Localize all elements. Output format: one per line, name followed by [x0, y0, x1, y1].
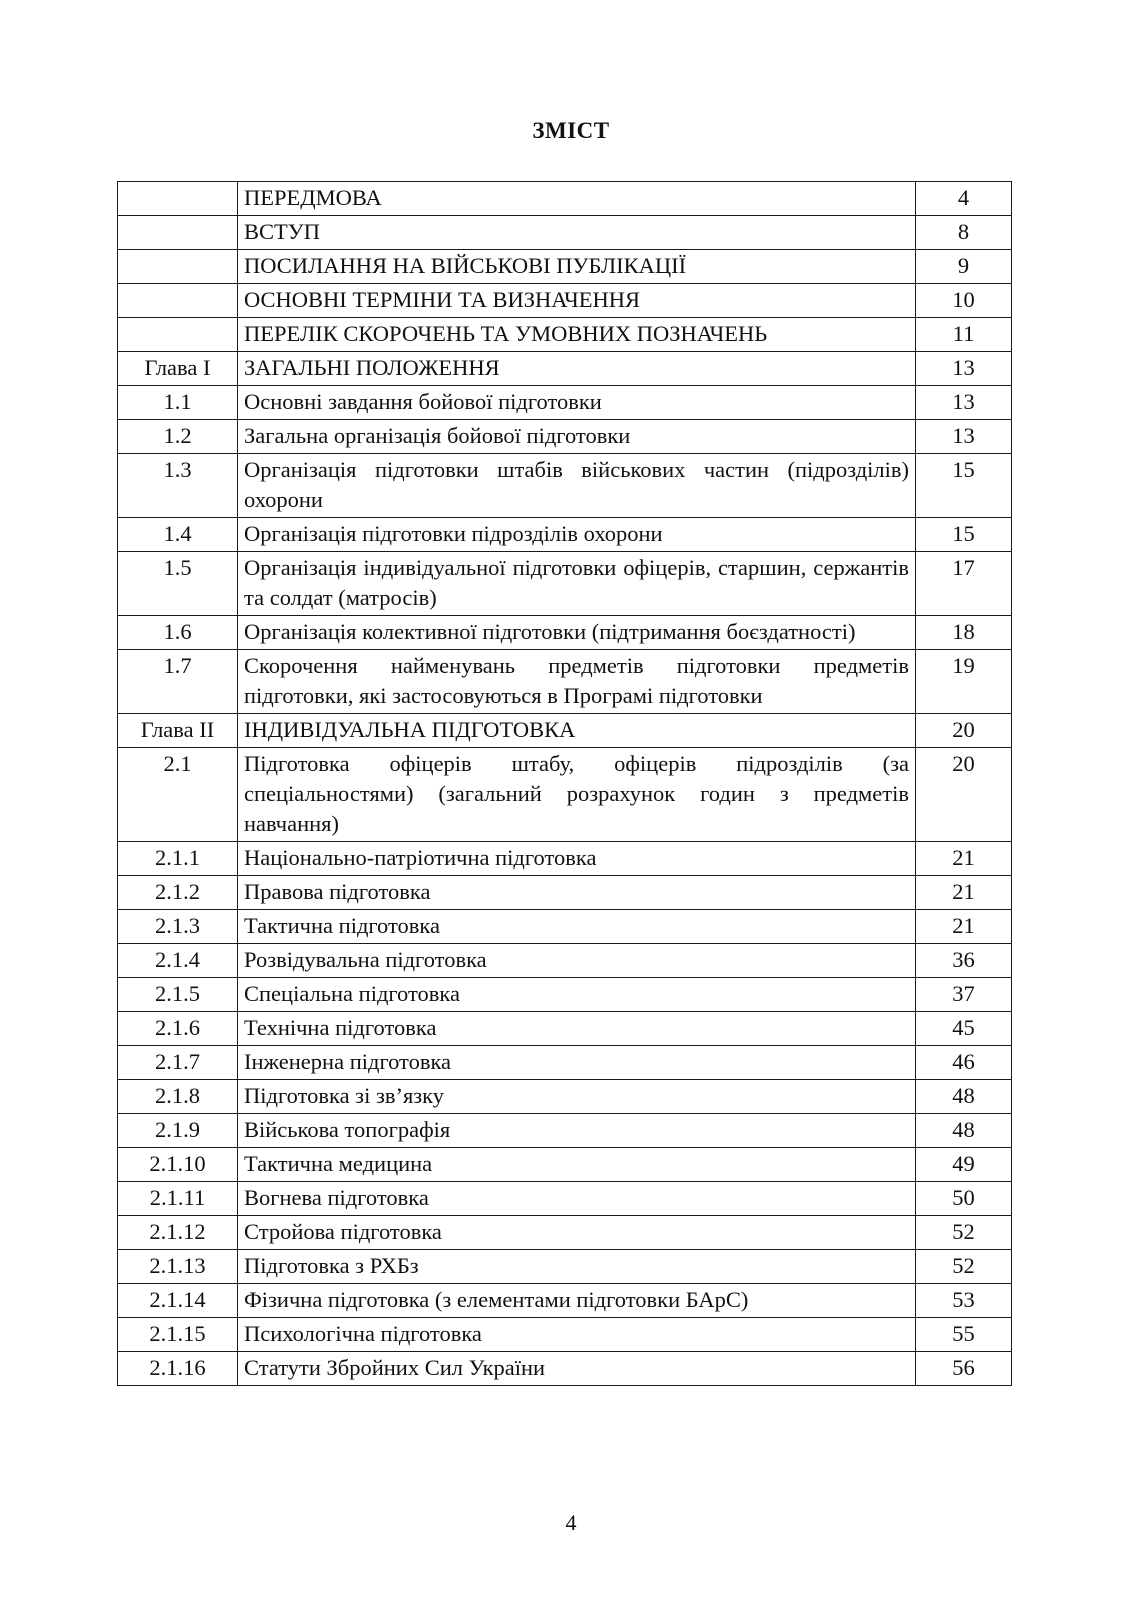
toc-section-title: Національно-патріотична підготовка	[238, 842, 916, 876]
toc-section-title: Організація підготовки підрозділів охорони	[238, 518, 916, 552]
toc-section-title: ПОСИЛАННЯ НА ВІЙСЬКОВІ ПУБЛІКАЦІЇ	[238, 250, 916, 284]
toc-page-number: 21	[916, 842, 1012, 876]
toc-row	[118, 454, 1012, 518]
toc-row	[118, 748, 1012, 842]
toc-page-number: 37	[916, 978, 1012, 1012]
toc-section-title: ВСТУП	[238, 216, 916, 250]
toc-section-number: 2.1.2	[118, 876, 238, 910]
toc-section-number	[118, 318, 238, 352]
toc-page-number: 45	[916, 1012, 1012, 1046]
toc-section-title: Військова топографія	[238, 1114, 916, 1148]
toc-section-title: Основні завдання бойової підготовки	[238, 386, 916, 420]
toc-page-number: 49	[916, 1148, 1012, 1182]
toc-section-title: ПЕРЕДМОВА	[238, 182, 916, 216]
toc-section-title: Інженерна підготовка	[238, 1046, 916, 1080]
toc-section-number: Глава ІІ	[118, 714, 238, 748]
toc-section-title: Фізична підготовка (з елементами підготовки БАрС)	[238, 1284, 916, 1318]
toc-row	[118, 182, 1012, 216]
toc-row	[118, 1182, 1012, 1216]
toc-section-number: 2.1.12	[118, 1216, 238, 1250]
toc-section-title: Розвідувальна підготовка	[238, 944, 916, 978]
toc-page-number: 13	[916, 386, 1012, 420]
toc-row	[118, 1148, 1012, 1182]
toc-body	[118, 182, 1012, 1386]
toc-section-title: Правова підготовка	[238, 876, 916, 910]
toc-section-number: 1.2	[118, 420, 238, 454]
toc-section-title: Організація підготовки штабів військових частин (підрозділів) охорони	[238, 454, 916, 518]
toc-section-number	[118, 216, 238, 250]
toc-section-number: 2.1	[118, 748, 238, 842]
toc-row	[118, 318, 1012, 352]
toc-page-number: 4	[916, 182, 1012, 216]
toc-row	[118, 1046, 1012, 1080]
toc-page-number: 20	[916, 714, 1012, 748]
toc-row	[118, 714, 1012, 748]
toc-row	[118, 616, 1012, 650]
toc-row	[118, 1080, 1012, 1114]
toc-row	[118, 1284, 1012, 1318]
toc-section-number: 2.1.5	[118, 978, 238, 1012]
toc-section-title: Спеціальна підготовка	[238, 978, 916, 1012]
toc-section-title: Статути Збройних Сил України	[238, 1352, 916, 1386]
toc-row	[118, 352, 1012, 386]
toc-section-number: 2.1.9	[118, 1114, 238, 1148]
page-number: 4	[565, 1510, 577, 1535]
toc-page-number: 36	[916, 944, 1012, 978]
toc-row	[118, 650, 1012, 714]
toc-section-title: Скорочення найменувань предметів підготовки предметів підготовки, які застосовуються в Програмі підготовки	[238, 650, 916, 714]
toc-page-number: 50	[916, 1182, 1012, 1216]
toc-row	[118, 842, 1012, 876]
toc-row	[118, 944, 1012, 978]
toc-section-number: 2.1.10	[118, 1148, 238, 1182]
toc-section-title: Підготовка зі зв’язку	[238, 1080, 916, 1114]
toc-row	[118, 518, 1012, 552]
toc-page-number: 15	[916, 454, 1012, 518]
toc-page-number: 48	[916, 1080, 1012, 1114]
toc-section-number: Глава І	[118, 352, 238, 386]
toc-page-number: 56	[916, 1352, 1012, 1386]
toc-section-number	[118, 250, 238, 284]
toc-section-title: Вогнева підготовка	[238, 1182, 916, 1216]
toc-section-title: ПЕРЕЛІК СКОРОЧЕНЬ ТА УМОВНИХ ПОЗНАЧЕНЬ	[238, 318, 916, 352]
toc-section-title: Підготовка з РХБз	[238, 1250, 916, 1284]
toc-section-number: 2.1.1	[118, 842, 238, 876]
toc-section-number: 1.1	[118, 386, 238, 420]
toc-page-number: 55	[916, 1318, 1012, 1352]
toc-section-title: Тактична підготовка	[238, 910, 916, 944]
toc-row	[118, 250, 1012, 284]
toc-row	[118, 552, 1012, 616]
toc-section-number: 2.1.11	[118, 1182, 238, 1216]
toc-section-number: 1.7	[118, 650, 238, 714]
toc-page-number: 21	[916, 876, 1012, 910]
toc-row	[118, 284, 1012, 318]
toc-section-number	[118, 284, 238, 318]
toc-page-number: 18	[916, 616, 1012, 650]
page-title: ЗМІСТ	[532, 118, 610, 143]
toc-section-title: Підготовка офіцерів штабу, офіцерів підрозділів (за спеціальностями) (загальний розрахунок годин з предметів навчання)	[238, 748, 916, 842]
toc-page-number: 20	[916, 748, 1012, 842]
toc-page-number: 21	[916, 910, 1012, 944]
toc-row	[118, 978, 1012, 1012]
toc-section-number: 2.1.16	[118, 1352, 238, 1386]
toc-section-number: 2.1.7	[118, 1046, 238, 1080]
toc-row	[118, 1318, 1012, 1352]
toc-section-number: 2.1.4	[118, 944, 238, 978]
toc-row	[118, 910, 1012, 944]
toc-section-title: Організація колективної підготовки (підтримання боєздатності)	[238, 616, 916, 650]
toc-page-number: 13	[916, 420, 1012, 454]
toc-page-number: 15	[916, 518, 1012, 552]
toc-page-number: 8	[916, 216, 1012, 250]
toc-section-title: Тактична медицина	[238, 1148, 916, 1182]
toc-section-number: 2.1.15	[118, 1318, 238, 1352]
toc-page-number: 17	[916, 552, 1012, 616]
toc-section-title: ОСНОВНІ ТЕРМІНИ ТА ВИЗНАЧЕННЯ	[238, 284, 916, 318]
toc-page-number: 13	[916, 352, 1012, 386]
toc-row	[118, 1250, 1012, 1284]
toc-section-title: ІНДИВІДУАЛЬНА ПІДГОТОВКА	[238, 714, 916, 748]
toc-section-title: Технічна підготовка	[238, 1012, 916, 1046]
toc-section-number: 2.1.14	[118, 1284, 238, 1318]
toc-section-title: Стройова підготовка	[238, 1216, 916, 1250]
toc-section-number	[118, 182, 238, 216]
toc-page-number: 46	[916, 1046, 1012, 1080]
toc-row	[118, 386, 1012, 420]
toc-section-number: 2.1.6	[118, 1012, 238, 1046]
toc-page-number: 52	[916, 1250, 1012, 1284]
toc-section-title: Психологічна підготовка	[238, 1318, 916, 1352]
table-of-contents	[117, 181, 1012, 1386]
toc-row	[118, 1114, 1012, 1148]
toc-page-number: 48	[916, 1114, 1012, 1148]
toc-section-number: 2.1.8	[118, 1080, 238, 1114]
toc-section-title: ЗАГАЛЬНІ ПОЛОЖЕННЯ	[238, 352, 916, 386]
toc-page-number: 10	[916, 284, 1012, 318]
toc-section-number: 2.1.13	[118, 1250, 238, 1284]
toc-section-title: Загальна організація бойової підготовки	[238, 420, 916, 454]
toc-section-number: 2.1.3	[118, 910, 238, 944]
toc-page-number: 9	[916, 250, 1012, 284]
toc-row	[118, 1352, 1012, 1386]
toc-section-title: Організація індивідуальної підготовки офіцерів, старшин, сержантів та солдат (матросів)	[238, 552, 916, 616]
toc-section-number: 1.5	[118, 552, 238, 616]
toc-page-number: 19	[916, 650, 1012, 714]
toc-row	[118, 876, 1012, 910]
toc-section-number: 1.4	[118, 518, 238, 552]
toc-section-number: 1.6	[118, 616, 238, 650]
toc-page-number: 11	[916, 318, 1012, 352]
toc-row	[118, 1012, 1012, 1046]
toc-page-number: 53	[916, 1284, 1012, 1318]
toc-section-number: 1.3	[118, 454, 238, 518]
toc-row	[118, 420, 1012, 454]
toc-page-number: 52	[916, 1216, 1012, 1250]
toc-row	[118, 1216, 1012, 1250]
toc-row	[118, 216, 1012, 250]
